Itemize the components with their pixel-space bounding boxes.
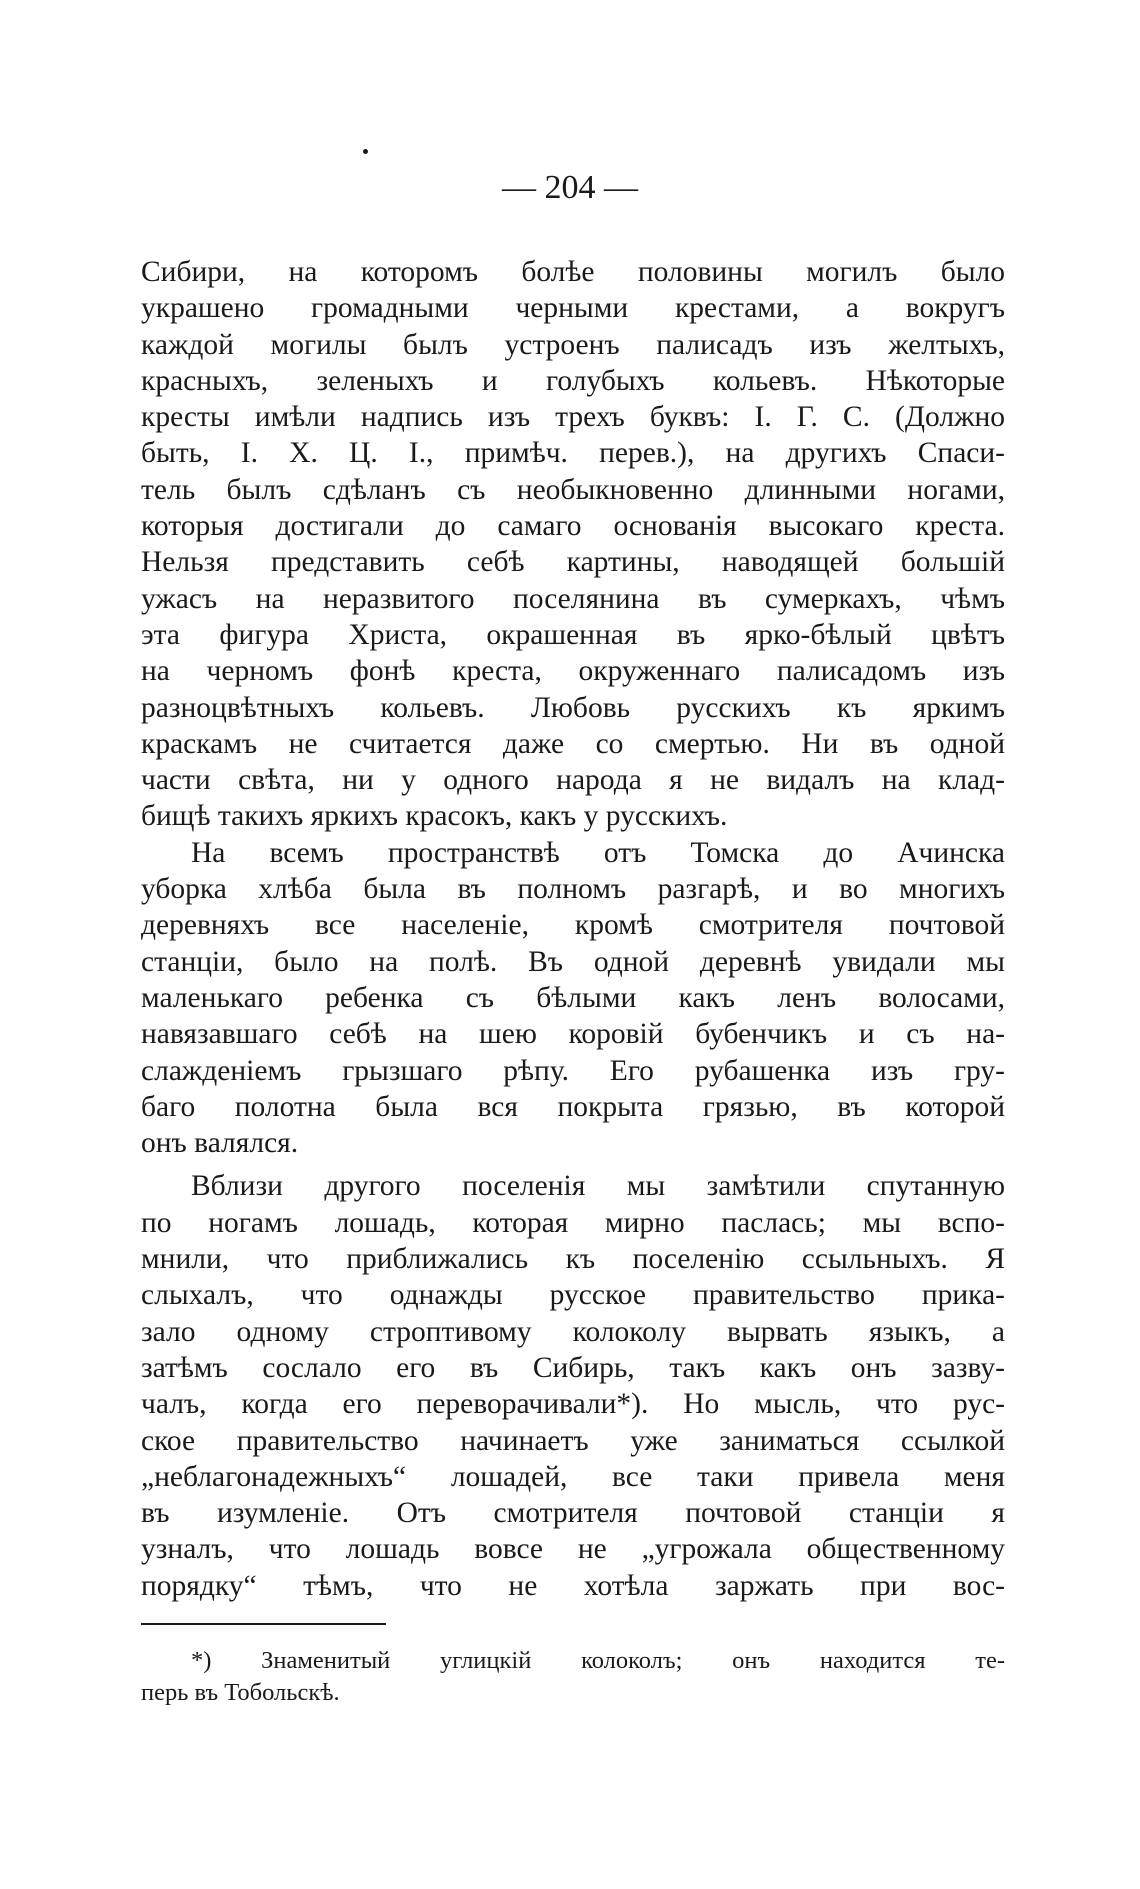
text-line: уборка хлѣба была въ полномъ разгарѣ, и во многихъ (141, 873, 1005, 906)
text-line: тель былъ сдѣланъ съ необыкновенно длинными ногами, (141, 473, 1005, 506)
text-line: ское правительство начинаетъ уже заниматься ссылкой (141, 1424, 1005, 1457)
text-line: навязавшаго себѣ на шею коровій бубенчикъ и съ на- (141, 1018, 1005, 1051)
text-line: разноцвѣтныхъ кольевъ. Любовь русскихъ къ яркимъ (141, 691, 1005, 724)
text-line: баго полотна была вся покрыта грязью, въ которой (141, 1090, 1005, 1123)
text-line: маленькаго ребенка съ бѣлыми какъ ленъ волосами, (141, 981, 1005, 1014)
footnote-divider (141, 1623, 386, 1625)
text-line: мнили, что приближались къ поселенію ссыльныхъ. Я (141, 1243, 1005, 1276)
text-line: На всемъ пространствѣ отъ Томска до Ачинска (191, 836, 1005, 869)
text-line: краскамъ не считается даже со смертью. Ни въ одной (141, 727, 1005, 760)
text-line: каждой могилы былъ устроенъ палисадъ изъ желтыхъ, (141, 328, 1005, 361)
text-line: по ногамъ лошадь, которая мирно паслась; мы вспо- (141, 1206, 1005, 1239)
text-line: эта фигура Христа, окрашенная въ ярко-бѣлый цвѣтъ (141, 618, 1005, 651)
text-line: ужасъ на неразвитого поселянина въ сумеркахъ, чѣмъ (141, 582, 1005, 615)
text-line: деревняхъ все населеніе, кромѣ смотрителя почтовой (141, 909, 1005, 942)
page-number: — 204 — (502, 169, 638, 206)
text-line: Сибири, на которомъ болѣе половины могилъ было (141, 256, 1005, 288)
text-line: затѣмъ сослало его въ Сибирь, такъ какъ онъ зазву- (141, 1351, 1005, 1384)
text-line: станціи, было на полѣ. Въ одной деревнѣ увидали мы (141, 945, 1005, 978)
text-line: зало одному строптивому колоколу вырвать языкъ, а (141, 1315, 1005, 1348)
main-text (141, 254, 1005, 1604)
text-line: узналъ, что лошадь вовсе не „угрожала общественному (141, 1533, 1005, 1566)
text-line: красныхъ, зеленыхъ и голубыхъ кольевъ. Нѣкоторые (141, 364, 1005, 397)
text-line: украшено громадными черными крестами, а вокругъ (141, 292, 1005, 325)
text-line: слажденіемъ грызшаго рѣпу. Его рубашенка изъ гру- (141, 1054, 1005, 1087)
text-line: порядку“ тѣмъ, что не хотѣла заржать при вос- (141, 1569, 1005, 1602)
text-line: Нельзя представить себѣ картины, наводящей большій (141, 546, 1005, 579)
paragraph-2 (141, 835, 1005, 1162)
footnote-line: перь въ Тобольскѣ. (141, 1679, 340, 1706)
text-line: въ изумленіе. Отъ смотрителя почтовой станціи я (141, 1497, 1005, 1530)
footnote-line: *) Знаменитый углицкій колоколъ; онъ находится те- (191, 1647, 1005, 1674)
text-line: быть, І. Х. Ц. І., примѣч. перев.), на другихъ Спаси- (141, 437, 1005, 470)
text-line: „неблагонадежныхъ“ лошадей, все таки привела меня (141, 1460, 1005, 1493)
footnote (141, 1645, 1005, 1709)
text-line: части свѣта, ни у одного народа я не видалъ на клад- (141, 764, 1005, 797)
text-line: чалъ, когда его переворачивали*). Но мысль, что рус- (141, 1388, 1005, 1421)
text-line: слыхалъ, что однажды русское правительство прика- (141, 1279, 1005, 1312)
text-line: Вблизи другого поселенія мы замѣтили спутанную (191, 1170, 1005, 1203)
text-line: бищѣ такихъ яркихъ красокъ, какъ у русскихъ. (141, 800, 728, 833)
text-line: которыя достигали до самаго основанія высокаго креста. (141, 510, 1005, 543)
text-line: онъ валялся. (141, 1127, 299, 1160)
paragraph-3 (141, 1168, 1005, 1604)
ink-speck (363, 149, 368, 154)
text-line: на черномъ фонѣ креста, окруженнаго палисадомъ изъ (141, 655, 1005, 688)
paragraph-1 (141, 254, 1005, 835)
text-line: кресты имѣли надпись изъ трехъ буквъ: І. Г. С. (Должно (141, 401, 1005, 434)
